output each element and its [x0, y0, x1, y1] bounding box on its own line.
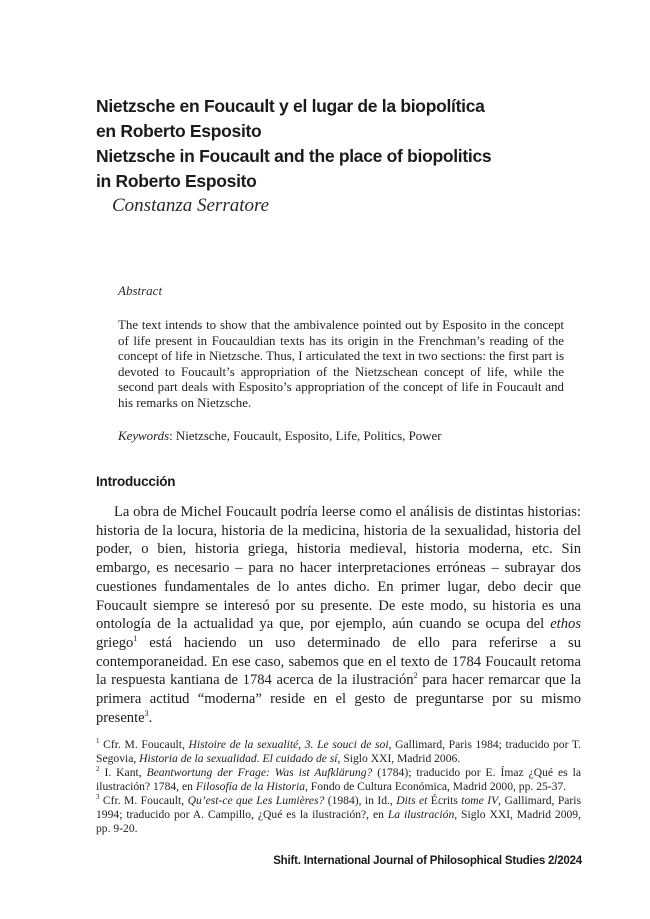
footnote-text: I. Kant,	[99, 766, 147, 779]
footnote-ref-2[interactable]: 2	[413, 671, 418, 681]
footnote-title: Qu’est-ce que Les Lumières?	[187, 794, 325, 807]
abstract-section	[118, 283, 564, 445]
title-block	[96, 94, 596, 218]
paragraph-text: La obra de Michel Foucault podría leerse como el análisis de distintas historias: historia de la locura, historia de la medicina, historia de la sexualidad, historia del poder, o bien, historia griega, historia medieval, historia moderna, etc. Sin embargo, es necesario – para no hacer interpretaciones erróneas – subrayar dos cuestiones fundamentales de lo antes dicho. En primer lugar, debo decir que Foucault siempre se interesó por su presente. De este modo, su historia es una ontología de la actualidad ya que, por ejemplo, aún cuando se ocupa del	[96, 504, 581, 633]
title-english-line-2: in Roberto Esposito	[96, 171, 257, 191]
footnote-1	[96, 738, 581, 766]
title-spanish-line-2: en Roberto Esposito	[96, 121, 262, 141]
footnote-number: 3	[96, 793, 100, 802]
footnote-text: Cfr. M. Foucault,	[99, 738, 189, 751]
footnotes	[96, 738, 581, 836]
footnote-title: Histoire de la sexualité, 3. Le souci de soi	[188, 738, 389, 751]
footnote-text: (1984), in Id.,	[324, 794, 397, 807]
keywords-line	[118, 429, 564, 445]
footnote-title: Beantwortung der Frage: Was ist Aufklärung?	[146, 766, 373, 779]
title-spanish-line-1: Nietzsche en Foucault y el lugar de la biopolítica	[96, 96, 485, 116]
footnote-2	[96, 766, 581, 794]
ethos-italic: ethos	[550, 616, 581, 633]
section-heading-introduccion: Introducción	[96, 474, 176, 489]
footnote-text: (1784); traducido por E. Ímaz ¿Qué es la ilustración? 1784, en	[96, 766, 581, 793]
footnote-number: 1	[96, 737, 100, 746]
abstract-heading: Abstract	[118, 283, 163, 298]
keywords-label: Keywords	[118, 429, 170, 443]
paragraph-text: está haciendo un uso determinado de ello para referirse a su contemporaneidad. En ese caso, sabemos que en el texto de 1784 Foucault retoma la respuesta kantiana de 1784 acerca de la ilustración	[96, 634, 581, 689]
paragraph-text: griego	[96, 634, 134, 651]
footnote-text: , Gallimard, Paris 1984; traducido por T. Segovia,	[96, 738, 581, 765]
footnote-title: Historia de la sexualidad. El cuidado de sí,	[139, 752, 341, 765]
footnote-number: 2	[96, 765, 100, 774]
footnote-title: Dits et	[396, 794, 428, 807]
paragraph-text: .	[148, 709, 153, 726]
footnote-text: , Gallimard, Paris 1994; traducido por A. Campillo, ¿Qué es la ilustración?, en	[96, 794, 582, 821]
footnote-text: Siglo XXI, Madrid 2006.	[340, 752, 461, 765]
footnote-ref-1[interactable]: 1	[133, 634, 138, 644]
footnote-text: Écrits	[427, 794, 462, 807]
footnote-text: , Fondo de Cultura Económica, Madrid 2000, pp. 25-37.	[305, 780, 567, 793]
footnote-3	[96, 794, 581, 836]
footnote-title: La ilustración	[387, 808, 455, 821]
footnote-text: , Siglo XXI, Madrid 2009, pp. 9-20.	[96, 808, 581, 835]
introduction-paragraph	[96, 503, 581, 727]
journal-footer: Shift. International Journal of Philosophical Studies 2/2024	[273, 855, 582, 867]
footnote-text: Cfr. M. Foucault,	[99, 794, 188, 807]
paragraph-text: para hacer remarcar que la primera actitud “moderna” reside en el gesto de preguntarse por su mismo presente	[96, 672, 581, 726]
author-name: Constanza Serratore	[112, 195, 270, 216]
footnote-title: tome IV	[461, 794, 499, 807]
keywords-list: : Nietzsche, Foucault, Esposito, Life, Politics, Power	[169, 429, 442, 443]
footnote-title: Filosofía de la Historia	[195, 780, 305, 793]
footnote-ref-3[interactable]: 3	[144, 708, 149, 718]
title-english-line-1: Nietzsche in Foucault and the place of biopolitics	[96, 146, 492, 166]
abstract-text: The text intends to show that the ambivalence pointed out by Esposito in the concept of life present in Foucauldian texts has its origin in the Frenchman’s reading of the concept of life in Nietzsche. Thus, I articulated the text in two sections: the first part is devoted to Foucault’s appropriation of the Nietzschean concept of life, while the second part deals with Esposito’s appropriation of the concept of life in Foucault and his remarks on Nietzsche.	[118, 318, 564, 410]
